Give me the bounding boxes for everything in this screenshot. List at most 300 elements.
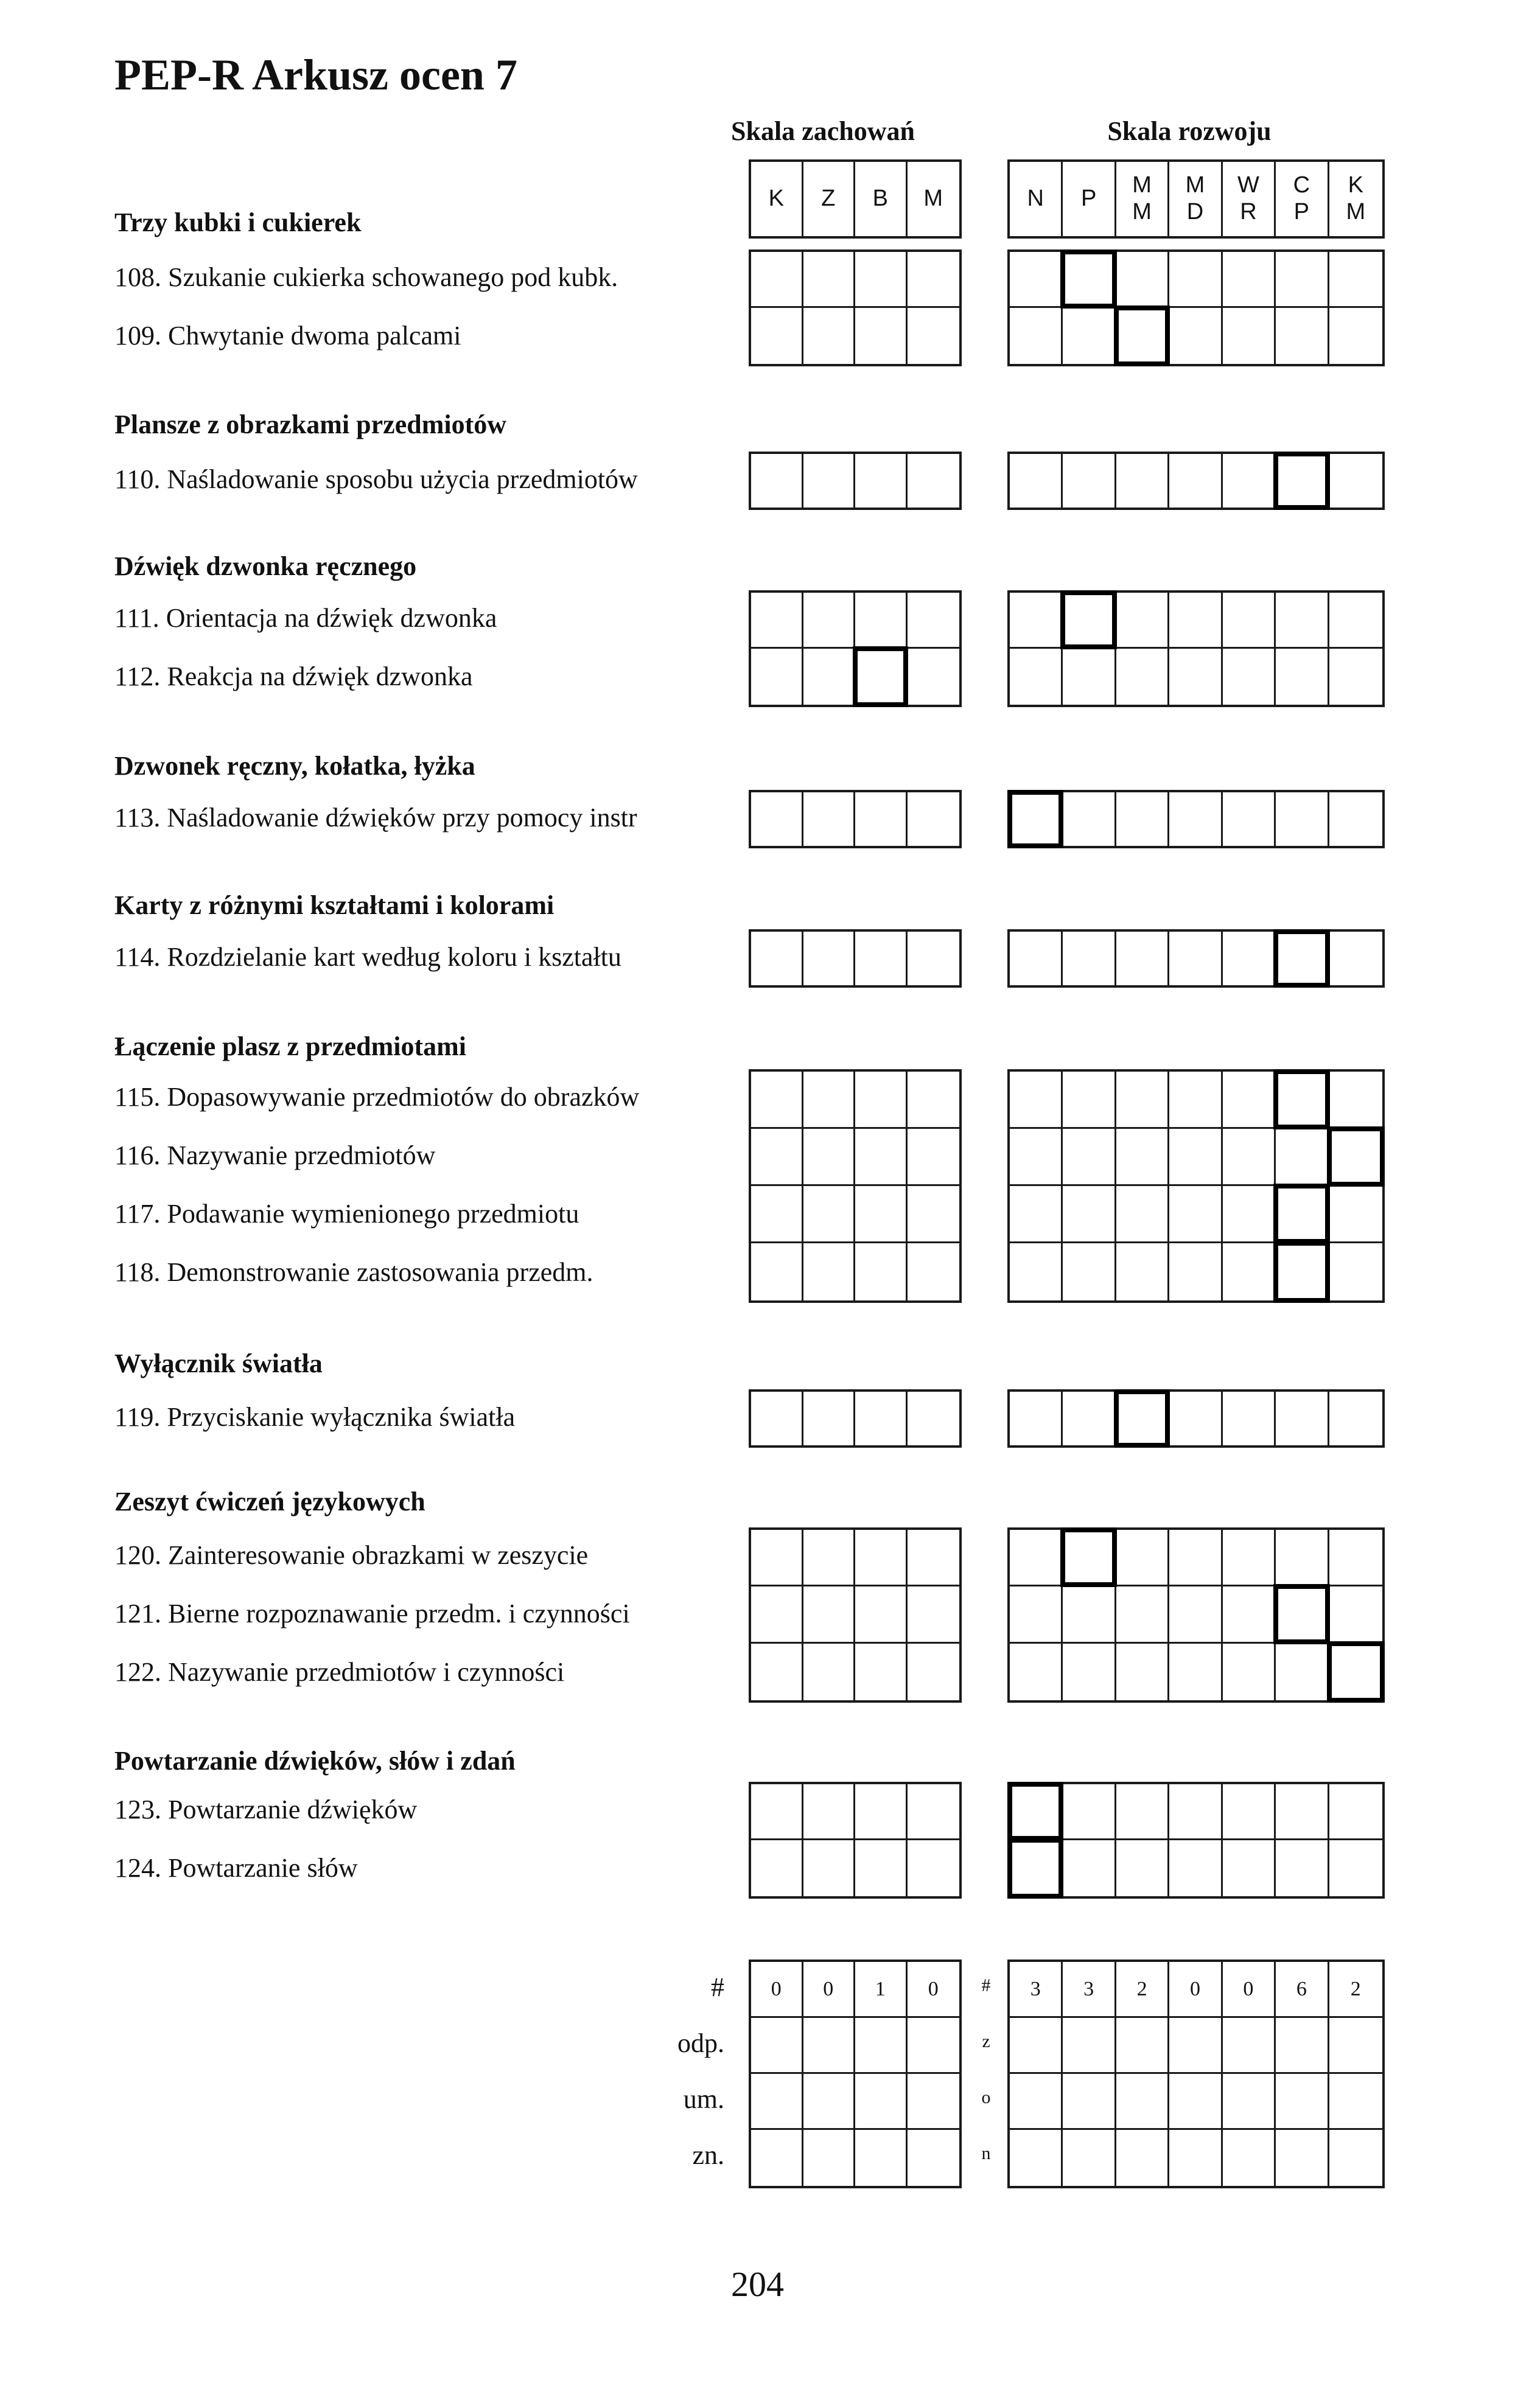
development-cell-s2-r1-c4[interactable]: [1223, 649, 1276, 705]
development-cell-s8-r1-c3[interactable]: [1169, 1840, 1222, 1896]
behavior-score-cell-r2-c1[interactable]: [803, 2074, 856, 2130]
behavior-score-cell-r2-c3[interactable]: [908, 2074, 960, 2130]
development-cell-s5-r3-c4[interactable]: [1223, 1243, 1276, 1300]
development-cell-s7-r2-c2[interactable]: [1116, 1644, 1169, 1700]
development-header-cell-r0-c5[interactable]: C P: [1276, 162, 1329, 236]
development-cell-s5-r0-c5[interactable]: [1276, 1072, 1329, 1129]
development-score-cell-r2-c1[interactable]: [1063, 2074, 1116, 2130]
development-cell-s8-r1-c6[interactable]: [1329, 1840, 1382, 1896]
development-cell-s0-r1-c2[interactable]: [1116, 308, 1169, 364]
development-cell-s3-r0-c0[interactable]: [1010, 792, 1063, 846]
section-title: Karty z różnymi kształtami i kolorami: [114, 890, 555, 920]
development-cell-s5-r1-c1[interactable]: [1063, 1129, 1116, 1186]
development-cell-s5-r0-c3[interactable]: [1169, 1072, 1222, 1129]
behavior-score-cell-r3-c3[interactable]: [908, 2130, 960, 2186]
development-cell-s2-r0-c3[interactable]: [1169, 593, 1222, 649]
development-cell-s5-r2-c5[interactable]: [1276, 1186, 1329, 1243]
behavior-cell-s5-r2-c2[interactable]: [855, 1186, 908, 1243]
item-label: 119. Przyciskanie wyłącznika światła: [114, 1402, 516, 1432]
development-score-cell-r0-c6[interactable]: 2: [1329, 1962, 1382, 2018]
development-cell-s0-r0-c6[interactable]: [1329, 252, 1382, 308]
development-cell-s5-r2-c2[interactable]: [1116, 1186, 1169, 1243]
development-cell-s8-r0-c6[interactable]: [1329, 1784, 1382, 1840]
development-cell-s2-r1-c0[interactable]: [1010, 649, 1063, 705]
development-cell-s0-r0-c5[interactable]: [1276, 252, 1329, 308]
development-grid: [1007, 250, 1385, 366]
behavior-grid: [749, 1069, 962, 1303]
item-label: 118. Demonstrowanie zastosowania przedm.: [114, 1257, 593, 1287]
development-cell-s1-r0-c6[interactable]: [1329, 454, 1382, 508]
behavior-score-cell-r1-c2[interactable]: [855, 2018, 908, 2074]
item-label: 109. Chwytanie dwoma palcami: [114, 321, 461, 351]
development-cell-s8-r1-c1[interactable]: [1063, 1840, 1116, 1896]
behavior-cell-s6-r0-c2[interactable]: [855, 1392, 908, 1445]
behavior-cell-s5-r0-c3[interactable]: [908, 1072, 960, 1129]
behavior-cell-s2-r1-c2[interactable]: [855, 649, 908, 705]
development-cell-s0-r1-c1[interactable]: [1063, 308, 1116, 364]
development-cell-s6-r0-c3[interactable]: [1169, 1392, 1222, 1445]
behavior-cell-s5-r2-c3[interactable]: [908, 1186, 960, 1243]
development-cell-s5-r1-c5[interactable]: [1276, 1129, 1329, 1186]
development-cell-s0-r1-c0[interactable]: [1010, 308, 1063, 364]
development-cell-s2-r1-c3[interactable]: [1169, 649, 1222, 705]
behavior-score-grid: [749, 1960, 962, 2188]
behavior-grid: [749, 1782, 962, 1899]
development-cell-s2-r1-c5[interactable]: [1276, 649, 1329, 705]
development-cell-s8-r1-c5[interactable]: [1276, 1840, 1329, 1896]
development-cell-s8-r0-c3[interactable]: [1169, 1784, 1222, 1840]
development-cell-s5-r1-c4[interactable]: [1223, 1129, 1276, 1186]
behavior-cell-s8-r0-c2[interactable]: [855, 1784, 908, 1840]
development-cell-s7-r2-c6[interactable]: [1329, 1644, 1382, 1700]
behavior-cell-s6-r0-c1[interactable]: [803, 1392, 856, 1445]
development-cell-s0-r1-c4[interactable]: [1223, 308, 1276, 364]
behavior-cell-s7-r1-c3[interactable]: [908, 1586, 960, 1643]
behavior-score-cell-r0-c1[interactable]: 0: [803, 1962, 856, 2018]
item-label: 123. Powtarzanie dźwięków: [114, 1795, 418, 1824]
development-cell-s5-r3-c2[interactable]: [1116, 1243, 1169, 1300]
development-score-cell-r1-c6[interactable]: [1329, 2018, 1382, 2074]
development-cell-s1-r0-c3[interactable]: [1169, 454, 1222, 508]
development-cell-s6-r0-c6[interactable]: [1329, 1392, 1382, 1445]
development-grid: [1007, 1527, 1385, 1703]
development-cell-s4-r0-c4[interactable]: [1223, 932, 1276, 985]
behavior-cell-s0-r0-c2[interactable]: [855, 252, 908, 308]
development-cell-s7-r0-c1[interactable]: [1063, 1530, 1116, 1586]
behavior-cell-s4-r0-c2[interactable]: [855, 932, 908, 985]
behavior-cell-s7-r0-c1[interactable]: [803, 1530, 856, 1586]
behavior-score-cell-r2-c2[interactable]: [855, 2074, 908, 2130]
behavior-cell-s8-r1-c2[interactable]: [855, 1840, 908, 1896]
score-label-right: n: [981, 2143, 991, 2163]
development-cell-s6-r0-c2[interactable]: [1116, 1392, 1169, 1445]
item-label: 113. Naśladowanie dźwięków przy pomocy instr: [114, 803, 637, 832]
development-cell-s0-r0-c0[interactable]: [1010, 252, 1063, 308]
development-cell-s0-r0-c4[interactable]: [1223, 252, 1276, 308]
development-cell-s2-r1-c2[interactable]: [1116, 649, 1169, 705]
development-cell-s5-r2-c4[interactable]: [1223, 1186, 1276, 1243]
behavior-cell-s8-r1-c1[interactable]: [803, 1840, 856, 1896]
development-cell-s7-r0-c6[interactable]: [1329, 1530, 1382, 1586]
page-number: 204: [731, 2264, 784, 2304]
item-label: 122. Nazywanie przedmiotów i czynności: [114, 1657, 565, 1687]
development-cell-s5-r0-c6[interactable]: [1329, 1072, 1382, 1129]
behavior-cell-s3-r0-c3[interactable]: [908, 792, 960, 846]
development-cell-s3-r0-c5[interactable]: [1276, 792, 1329, 846]
section-title: Dzwonek ręczny, kołatka, łyżka: [114, 751, 475, 781]
development-cell-s5-r3-c3[interactable]: [1169, 1243, 1222, 1300]
development-cell-s7-r2-c4[interactable]: [1223, 1644, 1276, 1700]
development-cell-s7-r1-c4[interactable]: [1223, 1586, 1276, 1643]
behavior-header-cell-r0-c1[interactable]: Z: [803, 162, 856, 236]
development-score-grid: [1007, 1960, 1385, 2188]
section-title: Dźwięk dzwonka ręcznego: [114, 551, 417, 581]
development-score-cell-r3-c1[interactable]: [1063, 2130, 1116, 2186]
development-cell-s5-r1-c2[interactable]: [1116, 1129, 1169, 1186]
development-cell-s0-r0-c2[interactable]: [1116, 252, 1169, 308]
development-cell-s3-r0-c4[interactable]: [1223, 792, 1276, 846]
development-cell-s8-r1-c0[interactable]: [1010, 1840, 1063, 1896]
page-title: PEP-R Arkusz ocen 7: [114, 51, 517, 99]
behavior-cell-s1-r0-c0[interactable]: [751, 454, 803, 508]
development-score-cell-r2-c4[interactable]: [1223, 2074, 1276, 2130]
behavior-cell-s5-r2-c1[interactable]: [803, 1186, 856, 1243]
behavior-cell-s7-r2-c2[interactable]: [855, 1644, 908, 1700]
development-score-cell-r1-c5[interactable]: [1276, 2018, 1329, 2074]
behavior-cell-s8-r0-c3[interactable]: [908, 1784, 960, 1840]
score-label-right: #: [981, 1975, 991, 1995]
development-cell-s5-r3-c6[interactable]: [1329, 1243, 1382, 1300]
development-grid: [1007, 1389, 1385, 1448]
behavior-cell-s5-r0-c0[interactable]: [751, 1072, 803, 1129]
development-cell-s2-r0-c1[interactable]: [1063, 593, 1116, 649]
development-cell-s7-r0-c3[interactable]: [1169, 1530, 1222, 1586]
behavior-score-cell-r3-c0[interactable]: [751, 2130, 803, 2186]
behavior-score-cell-r1-c0[interactable]: [751, 2018, 803, 2074]
development-cell-s1-r0-c4[interactable]: [1223, 454, 1276, 508]
development-score-cell-r1-c2[interactable]: [1116, 2018, 1169, 2074]
behavior-grid: [749, 929, 962, 988]
development-score-cell-r1-c0[interactable]: [1010, 2018, 1063, 2074]
behavior-cell-s8-r0-c1[interactable]: [803, 1784, 856, 1840]
behavior-grid: [749, 1389, 962, 1448]
behavior-cell-s4-r0-c3[interactable]: [908, 932, 960, 985]
score-label-left: #: [711, 1972, 724, 2002]
behavior-header-cell-r0-c0[interactable]: K: [751, 162, 803, 236]
behavior-cell-s2-r0-c1[interactable]: [803, 593, 856, 649]
development-score-cell-r3-c5[interactable]: [1276, 2130, 1329, 2186]
behavior-cell-s7-r2-c1[interactable]: [803, 1644, 856, 1700]
development-cell-s0-r1-c6[interactable]: [1329, 308, 1382, 364]
development-score-cell-r0-c1[interactable]: 3: [1063, 1962, 1116, 2018]
development-cell-s5-r2-c6[interactable]: [1329, 1186, 1382, 1243]
behavior-cell-s0-r1-c2[interactable]: [855, 308, 908, 364]
behavior-grid: [749, 250, 962, 366]
development-cell-s4-r0-c2[interactable]: [1116, 932, 1169, 985]
development-score-cell-r2-c2[interactable]: [1116, 2074, 1169, 2130]
development-cell-s5-r0-c2[interactable]: [1116, 1072, 1169, 1129]
development-cell-s5-r3-c5[interactable]: [1276, 1243, 1329, 1300]
behavior-cell-s2-r0-c3[interactable]: [908, 593, 960, 649]
development-cell-s5-r2-c0[interactable]: [1010, 1186, 1063, 1243]
behavior-cell-s2-r1-c0[interactable]: [751, 649, 803, 705]
development-cell-s7-r1-c6[interactable]: [1329, 1586, 1382, 1643]
behavior-score-cell-r3-c2[interactable]: [855, 2130, 908, 2186]
development-cell-s5-r3-c0[interactable]: [1010, 1243, 1063, 1300]
development-cell-s0-r1-c3[interactable]: [1169, 308, 1222, 364]
behavior-cell-s0-r0-c1[interactable]: [803, 252, 856, 308]
behavior-cell-s3-r0-c1[interactable]: [803, 792, 856, 846]
behavior-score-cell-r0-c0[interactable]: 0: [751, 1962, 803, 2018]
development-cell-s6-r0-c5[interactable]: [1276, 1392, 1329, 1445]
behavior-cell-s8-r1-c3[interactable]: [908, 1840, 960, 1896]
score-label-left: zn.: [692, 2140, 724, 2170]
behavior-cell-s5-r0-c2[interactable]: [855, 1072, 908, 1129]
development-score-cell-r3-c2[interactable]: [1116, 2130, 1169, 2186]
development-cell-s3-r0-c1[interactable]: [1063, 792, 1116, 846]
behavior-cell-s8-r1-c0[interactable]: [751, 1840, 803, 1896]
development-cell-s2-r0-c0[interactable]: [1010, 593, 1063, 649]
development-score-cell-r3-c3[interactable]: [1169, 2130, 1222, 2186]
behavior-cell-s5-r1-c0[interactable]: [751, 1129, 803, 1186]
behavior-grid: [749, 590, 962, 707]
behavior-cell-s7-r2-c0[interactable]: [751, 1644, 803, 1700]
behavior-cell-s8-r0-c0[interactable]: [751, 1784, 803, 1840]
development-score-cell-r2-c5[interactable]: [1276, 2074, 1329, 2130]
behavior-cell-s1-r0-c3[interactable]: [908, 454, 960, 508]
behavior-cell-s5-r2-c0[interactable]: [751, 1186, 803, 1243]
item-label: 108. Szukanie cukierka schowanego pod kubk.: [114, 262, 618, 292]
development-score-cell-r1-c3[interactable]: [1169, 2018, 1222, 2074]
item-label: 114. Rozdzielanie kart według koloru i kształtu: [114, 942, 621, 972]
behavior-score-cell-r3-c1[interactable]: [803, 2130, 856, 2186]
development-cell-s5-r2-c1[interactable]: [1063, 1186, 1116, 1243]
behavior-cell-s2-r1-c3[interactable]: [908, 649, 960, 705]
behavior-score-cell-r1-c1[interactable]: [803, 2018, 856, 2074]
development-grid: [1007, 929, 1385, 988]
behavior-cell-s4-r0-c0[interactable]: [751, 932, 803, 985]
development-grid: [1007, 790, 1385, 848]
development-cell-s5-r1-c3[interactable]: [1169, 1129, 1222, 1186]
development-scale-title: Skala rozwoju: [1107, 116, 1272, 146]
behavior-cell-s3-r0-c2[interactable]: [855, 792, 908, 846]
development-cell-s5-r1-c0[interactable]: [1010, 1129, 1063, 1186]
behavior-cell-s7-r1-c0[interactable]: [751, 1586, 803, 1643]
behavior-cell-s7-r0-c3[interactable]: [908, 1530, 960, 1586]
development-scale-header: [1007, 159, 1385, 239]
development-score-cell-r2-c6[interactable]: [1329, 2074, 1382, 2130]
development-score-cell-r0-c4[interactable]: 0: [1223, 1962, 1276, 2018]
development-cell-s8-r0-c0[interactable]: [1010, 1784, 1063, 1840]
development-header-cell-r0-c4[interactable]: W R: [1223, 162, 1276, 236]
development-cell-s8-r0-c5[interactable]: [1276, 1784, 1329, 1840]
development-cell-s5-r0-c4[interactable]: [1223, 1072, 1276, 1129]
development-cell-s0-r0-c3[interactable]: [1169, 252, 1222, 308]
development-cell-s5-r0-c0[interactable]: [1010, 1072, 1063, 1129]
development-cell-s7-r1-c0[interactable]: [1010, 1586, 1063, 1643]
development-cell-s8-r0-c1[interactable]: [1063, 1784, 1116, 1840]
development-cell-s1-r0-c5[interactable]: [1276, 454, 1329, 508]
score-label-left: odp.: [677, 2028, 724, 2058]
behavior-scale-title: Skala zachowań: [731, 116, 915, 146]
development-cell-s4-r0-c6[interactable]: [1329, 932, 1382, 985]
development-cell-s7-r0-c2[interactable]: [1116, 1530, 1169, 1586]
behavior-cell-s7-r0-c2[interactable]: [855, 1530, 908, 1586]
development-cell-s2-r1-c1[interactable]: [1063, 649, 1116, 705]
development-cell-s8-r0-c2[interactable]: [1116, 1784, 1169, 1840]
development-header-cell-r0-c6[interactable]: K M: [1346, 172, 1366, 225]
development-cell-s4-r0-c0[interactable]: [1010, 932, 1063, 985]
development-cell-s7-r1-c2[interactable]: [1116, 1586, 1169, 1643]
section-title: Zeszyt ćwiczeń językowych: [114, 1487, 425, 1516]
item-label: 121. Bierne rozpoznawanie przedm. i czynności: [114, 1599, 630, 1628]
behavior-cell-s0-r1-c0[interactable]: [751, 308, 803, 364]
development-grid: [1007, 590, 1385, 707]
development-header-cell-r0-c3[interactable]: M D: [1169, 162, 1222, 236]
development-cell-s8-r1-c4[interactable]: [1223, 1840, 1276, 1896]
development-score-cell-r2-c3[interactable]: [1169, 2074, 1222, 2130]
development-score-cell-r0-c0[interactable]: 3: [1010, 1962, 1063, 2018]
behavior-cell-s5-r3-c3[interactable]: [908, 1243, 960, 1300]
development-cell-s5-r1-c6[interactable]: [1329, 1129, 1382, 1186]
score-label-right: z: [982, 2031, 990, 2051]
score-label-right: o: [981, 2087, 991, 2107]
development-cell-s4-r0-c5[interactable]: [1276, 932, 1329, 985]
development-cell-s1-r0-c0[interactable]: [1010, 454, 1063, 508]
behavior-cell-s3-r0-c0[interactable]: [751, 792, 803, 846]
item-label: 111. Orientacja na dźwięk dzwonka: [114, 603, 497, 633]
development-header-cell-r0-c0[interactable]: N: [1010, 162, 1063, 236]
development-cell-s2-r1-c6[interactable]: [1329, 649, 1382, 705]
development-cell-s4-r0-c3[interactable]: [1169, 932, 1222, 985]
behavior-score-cell-r1-c3[interactable]: [908, 2018, 960, 2074]
development-cell-s8-r1-c2[interactable]: [1116, 1840, 1169, 1896]
development-score-cell-r2-c0[interactable]: [1010, 2074, 1063, 2130]
development-cell-s7-r0-c4[interactable]: [1223, 1530, 1276, 1586]
behavior-score-cell-r2-c0[interactable]: [751, 2074, 803, 2130]
development-cell-s7-r1-c3[interactable]: [1169, 1586, 1222, 1643]
item-label: 116. Nazywanie przedmiotów: [114, 1140, 436, 1170]
item-label: 110. Naśladowanie sposobu użycia przedmiotów: [114, 464, 638, 494]
behavior-grid: [749, 452, 962, 510]
item-label: 115. Dopasowywanie przedmiotów do obrazków: [114, 1082, 640, 1112]
behavior-cell-s7-r2-c3[interactable]: [908, 1644, 960, 1700]
behavior-cell-s5-r0-c1[interactable]: [803, 1072, 856, 1129]
development-cell-s2-r0-c2[interactable]: [1116, 593, 1169, 649]
development-cell-s5-r3-c1[interactable]: [1063, 1243, 1116, 1300]
behavior-cell-s4-r0-c1[interactable]: [803, 932, 856, 985]
behavior-grid: [749, 790, 962, 848]
development-cell-s7-r2-c3[interactable]: [1169, 1644, 1222, 1700]
behavior-cell-s1-r0-c2[interactable]: [855, 454, 908, 508]
behavior-cell-s5-r1-c2[interactable]: [855, 1129, 908, 1186]
development-header-cell-r0-c1[interactable]: P: [1063, 162, 1116, 236]
behavior-cell-s5-r1-c1[interactable]: [803, 1129, 856, 1186]
development-cell-s7-r1-c5[interactable]: [1276, 1586, 1329, 1643]
development-score-cell-r0-c5[interactable]: 6: [1276, 1962, 1329, 2018]
development-cell-s8-r0-c4[interactable]: [1223, 1784, 1276, 1840]
development-cell-s7-r0-c5[interactable]: [1276, 1530, 1329, 1586]
section-title: Łączenie plasz z przedmiotami: [114, 1031, 466, 1061]
development-cell-s7-r0-c0[interactable]: [1010, 1530, 1063, 1586]
development-grid: [1007, 1069, 1385, 1303]
behavior-cell-s6-r0-c0[interactable]: [751, 1392, 803, 1445]
behavior-header-cell-r0-c2[interactable]: B: [855, 162, 908, 236]
development-cell-s3-r0-c3[interactable]: [1169, 792, 1222, 846]
behavior-cell-s2-r0-c0[interactable]: [751, 593, 803, 649]
behavior-cell-s6-r0-c3[interactable]: [908, 1392, 960, 1445]
item-label: 112. Reakcja na dźwięk dzwonka: [114, 661, 473, 691]
development-score-cell-r3-c6[interactable]: [1329, 2130, 1382, 2186]
section-title: Powtarzanie dźwięków, słów i zdań: [114, 1746, 516, 1776]
development-score-cell-r3-c4[interactable]: [1223, 2130, 1276, 2186]
development-cell-s4-r0-c1[interactable]: [1063, 932, 1116, 985]
behavior-score-cell-r0-c2[interactable]: 1: [855, 1962, 908, 2018]
development-score-cell-r0-c3[interactable]: 0: [1169, 1962, 1222, 2018]
development-cell-s6-r0-c0[interactable]: [1010, 1392, 1063, 1445]
item-label: 120. Zainteresowanie obrazkami w zeszycie: [114, 1540, 589, 1570]
behavior-grid: [749, 1527, 962, 1703]
development-grid: [1007, 1782, 1385, 1899]
behavior-score-cell-r0-c3[interactable]: 0: [908, 1962, 960, 2018]
development-cell-s5-r0-c1[interactable]: [1063, 1072, 1116, 1129]
behavior-cell-s7-r1-c2[interactable]: [855, 1586, 908, 1643]
development-header-cell-r0-c2[interactable]: M M: [1116, 162, 1169, 236]
development-cell-s3-r0-c6[interactable]: [1329, 792, 1382, 846]
section-title: Trzy kubki i cukierek: [114, 208, 362, 237]
behavior-cell-s2-r1-c1[interactable]: [803, 649, 856, 705]
development-cell-s6-r0-c1[interactable]: [1063, 1392, 1116, 1445]
development-cell-s0-r1-c5[interactable]: [1276, 308, 1329, 364]
behavior-cell-s0-r1-c3[interactable]: [908, 308, 960, 364]
development-score-cell-r3-c0[interactable]: [1010, 2130, 1063, 2186]
behavior-cell-s7-r0-c0[interactable]: [751, 1530, 803, 1586]
behavior-cell-s0-r1-c1[interactable]: [803, 308, 856, 364]
development-cell-s1-r0-c1[interactable]: [1063, 454, 1116, 508]
behavior-cell-s7-r1-c1[interactable]: [803, 1586, 856, 1643]
development-cell-s0-r0-c1[interactable]: [1063, 252, 1116, 308]
behavior-header-cell-r0-c3[interactable]: M: [923, 186, 943, 212]
development-cell-s3-r0-c2[interactable]: [1116, 792, 1169, 846]
section-title: Wyłącznik światła: [114, 1349, 323, 1378]
development-cell-s2-r0-c4[interactable]: [1223, 593, 1276, 649]
development-cell-s6-r0-c4[interactable]: [1223, 1392, 1276, 1445]
development-cell-s7-r2-c5[interactable]: [1276, 1644, 1329, 1700]
behavior-cell-s5-r3-c2[interactable]: [855, 1243, 908, 1300]
behavior-cell-s5-r3-c0[interactable]: [751, 1243, 803, 1300]
behavior-cell-s0-r0-c3[interactable]: [908, 252, 960, 308]
behavior-cell-s5-r3-c1[interactable]: [803, 1243, 856, 1300]
development-score-cell-r0-c2[interactable]: 2: [1116, 1962, 1169, 2018]
development-cell-s1-r0-c2[interactable]: [1116, 454, 1169, 508]
section-title: Plansze z obrazkami przedmiotów: [114, 410, 506, 439]
behavior-scale-header: [749, 159, 962, 239]
score-label-left: um.: [683, 2084, 724, 2114]
development-cell-s7-r1-c1[interactable]: [1063, 1586, 1116, 1643]
behavior-cell-s5-r1-c3[interactable]: [908, 1129, 960, 1186]
development-cell-s7-r2-c0[interactable]: [1010, 1644, 1063, 1700]
development-cell-s5-r2-c3[interactable]: [1169, 1186, 1222, 1243]
item-label: 124. Powtarzanie słów: [114, 1853, 358, 1883]
development-score-cell-r1-c1[interactable]: [1063, 2018, 1116, 2074]
development-score-cell-r1-c4[interactable]: [1223, 2018, 1276, 2074]
development-cell-s7-r2-c1[interactable]: [1063, 1644, 1116, 1700]
development-cell-s2-r0-c5[interactable]: [1276, 593, 1329, 649]
behavior-cell-s0-r0-c0[interactable]: [751, 252, 803, 308]
behavior-cell-s2-r0-c2[interactable]: [855, 593, 908, 649]
development-cell-s2-r0-c6[interactable]: [1329, 593, 1382, 649]
behavior-cell-s1-r0-c1[interactable]: [803, 454, 856, 508]
